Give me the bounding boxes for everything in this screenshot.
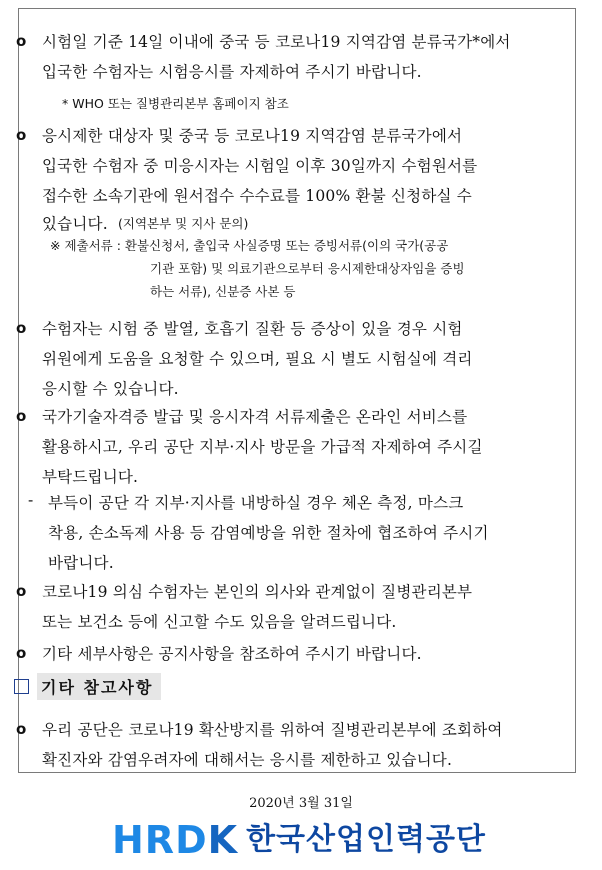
sub-note-line: 하는 서류), 신분증 사본 등 [150, 284, 296, 299]
item-line: 기타 세부사항은 공지사항을 참조하여 주시기 바랍니다. [42, 645, 422, 663]
item-line: 입국한 수험자는 시험응시를 자제하여 주시기 바랍니다. [42, 63, 422, 81]
sub-note-line: 기관 포함) 및 의료기관으로부터 응시제한대상자임을 증빙 [150, 261, 465, 276]
organization-name: 한국산업인력공단 [246, 822, 486, 857]
hrdk-logo-mark [112, 820, 238, 860]
footnote: * WHO 또는 질병관리본부 홈페이지 참조 [62, 96, 289, 111]
inline-note: (지역본부 및 지사 문의) [118, 216, 249, 231]
item-line: 접수한 소속기관에 원서접수 수수료를 100% 환불 신청하실 수 [42, 187, 472, 205]
item-line: 응시할 수 있습니다. [42, 380, 179, 398]
item-line: 시험일 기준 14일 이내에 중국 등 코로나19 지역감염 분류국가*에서 [42, 33, 511, 51]
logo-mark-hrd: HRD [112, 818, 208, 862]
dash-line: 바랍니다. [48, 554, 114, 572]
dash-line: 부득이 공단 각 지부·지사를 내방하실 경우 체온 측정, 마스크 [48, 494, 464, 512]
section-title-text: 기타 참고사항 [37, 673, 161, 700]
bullet: o [16, 126, 27, 144]
item-line: 우리 공단은 코로나19 확산방지를 위하여 질병관리본부에 조회하여 [42, 721, 503, 739]
bullet: o [16, 407, 27, 425]
item-line: 국가기술자격증 발급 및 응시자격 서류제출은 온라인 서비스를 [42, 408, 468, 426]
section-title [14, 673, 161, 699]
item-line: 위원에게 도움을 요청할 수 있으며, 필요 시 별도 시험실에 격리 [42, 350, 473, 368]
item-line: 있습니다. [42, 215, 108, 233]
item-line: 또는 보건소 등에 신고할 수도 있음을 알려드립니다. [42, 613, 397, 631]
bullet: o [16, 582, 27, 600]
bullet: o [16, 720, 27, 738]
notice-date: 2020년 3월 31일 [249, 796, 353, 811]
checkbox-square-icon [14, 679, 29, 694]
bullet: o [16, 644, 27, 662]
item-line: 확진자와 감염우려자에 대해서는 응시를 제한하고 있습니다. [42, 751, 453, 769]
item-line: 활용하시고, 우리 공단 지부·지사 방문을 가급적 자제하여 주시길 [42, 438, 483, 456]
organization-logo [112, 820, 486, 860]
dash-bullet: - [28, 491, 34, 509]
bullet: o [16, 32, 27, 50]
dash-line: 착용, 손소독제 사용 등 감염예방을 위한 절차에 협조하여 주시기 [48, 524, 489, 542]
item-line: 부탁드립니다. [42, 468, 139, 486]
item-line: 응시제한 대상자 및 중국 등 코로나19 지역감염 분류국가에서 [42, 127, 463, 145]
sub-note-line: ※ 제출서류 : 환불신청서, 출입국 사실증명 또는 증빙서류(이의 국가(공공 [50, 238, 449, 253]
item-line: 입국한 수험자 중 미응시자는 시험일 이후 30일까지 수험원서를 [42, 157, 478, 175]
item-line: 수험자는 시험 중 발열, 호흡기 질환 등 증상이 있을 경우 시험 [42, 320, 463, 338]
item-line: 코로나19 의심 수험자는 본인의 의사와 관계없이 질병관리본부 [42, 583, 473, 601]
logo-mark-k: K [207, 818, 239, 862]
bullet: o [16, 319, 27, 337]
